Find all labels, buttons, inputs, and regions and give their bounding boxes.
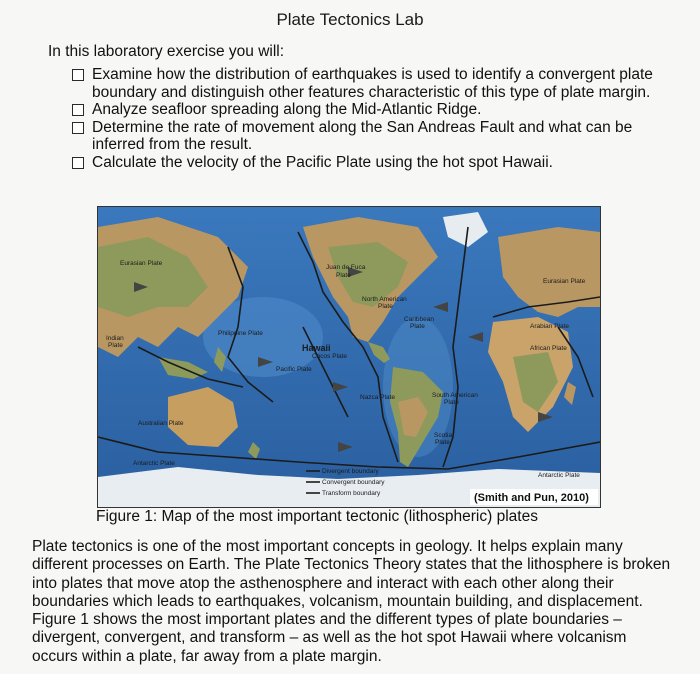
label-eurasian-right: Eurasian Plate [543,278,586,285]
label-antarctic-right: Antarctic Plate [538,472,580,479]
task-item [70,119,670,154]
label-indian-2: Plate [108,342,123,349]
label-caribbean: Caribbean [404,316,434,323]
tectonic-plates-map [97,206,601,508]
label-philippine: Philippine Plate [218,330,263,337]
page-title: Plate Tectonics Lab [276,10,424,29]
label-cocos: Cocos Plate [312,353,348,360]
label-juan-de-fuca: Juan de Fuca [326,264,366,271]
task-item [70,66,670,101]
label-australian: Australian Plate [138,420,184,427]
legend-convergent: Convergent boundary [322,479,385,486]
task-label: Calculate the velocity of the Pacific Plate using the hot spot Hawaii. [92,153,553,171]
label-nazca: Nazca Plate [360,394,396,401]
figure-caption: Figure 1: Map of the most important tectonic (lithospheric) plates [96,508,538,525]
label-indian: Indian [106,335,124,342]
task-label: Analyze seafloor spreading along the Mid-Atlantic Ridge. [92,101,482,118]
label-scotia-2: Plate [435,439,450,446]
label-caribbean-2: Plate [410,323,425,330]
checkbox-icon[interactable] [72,122,84,134]
task-item [70,101,670,119]
legend-divergent: Divergent boundary [322,468,379,475]
checkbox-icon[interactable] [72,69,84,81]
label-scotia: Scotia [434,432,453,439]
label-north-american: North American [362,296,407,303]
label-pacific: Pacific Plate [276,366,312,373]
body-paragraph: Plate tectonics is one of the most important concepts in geology. It helps explain many different processes on Earth. The Plate Tectonics Theory states that the lithosphere is broken into plates that move atop the asthenosphere and interact with each other along their boundaries which leads to earthquakes, volcanism, mountain building, and displacement. Figure 1 shows the most important plates and the different types of plate boundaries – divergent, convergent, and transform – as well as the hot spot Hawaii where volcanism occurs within a plate, far away from a plate margin. [32,538,671,665]
label-juan-de-fuca-2: Plate [336,272,351,279]
label-hawaii: Hawaii [302,343,331,353]
map-image [98,207,600,507]
map-citation: (Smith and Pun, 2010) [474,492,589,504]
label-south-american: South American [432,392,478,399]
task-label: Examine how the distribution of earthquakes is used to identify a convergent plate boundary and distinguish other features characteristic of this type of plate margin. [92,66,653,101]
checkbox-icon[interactable] [72,104,84,116]
label-antarctic-left: Antarctic Plate [133,460,175,467]
task-item [70,154,670,172]
task-label: Determine the rate of movement along the San Andreas Fault and what can be inferred from the result. [92,118,633,153]
label-arabian: Arabian Plate [530,323,570,330]
label-north-american-2: Plate [378,303,393,310]
legend-transform: Transform boundary [322,490,381,497]
checkbox-icon[interactable] [72,157,84,169]
label-south-american-2: Plate [444,399,459,406]
label-african: African Plate [530,345,567,352]
intro-text: In this laboratory exercise you will: [48,43,285,60]
label-eurasian-left: Eurasian Plate [120,260,163,267]
task-checklist [70,66,670,171]
